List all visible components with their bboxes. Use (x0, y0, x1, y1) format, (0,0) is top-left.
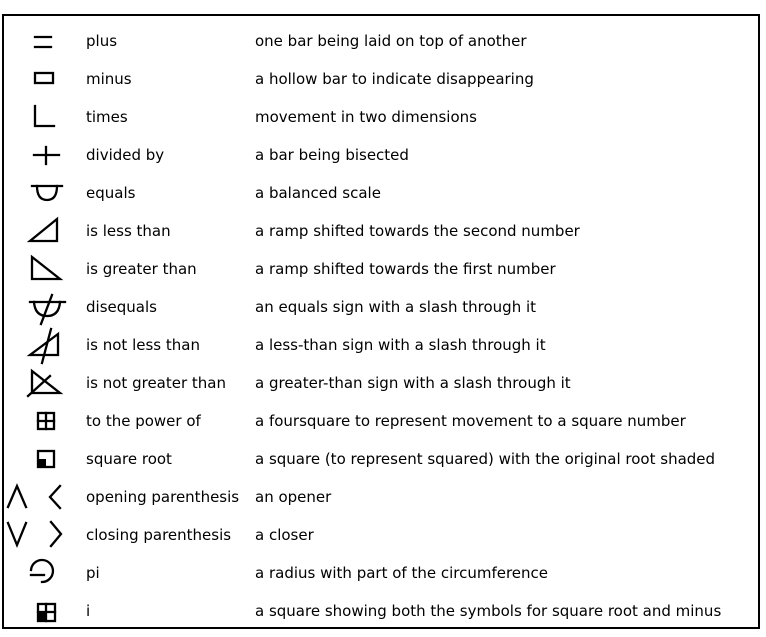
radius-arc-icon (4, 554, 84, 592)
symbol-description: a ramp shifted towards the second number (255, 222, 580, 240)
table-row (4, 60, 760, 98)
slashed-ramp-down-icon (4, 364, 84, 402)
symbol-name: divided by (86, 146, 165, 164)
table-row (4, 22, 760, 60)
balanced-scale-icon (4, 174, 84, 212)
ramp-up-icon (4, 212, 84, 250)
table-row (4, 516, 760, 554)
symbol-description: an opener (255, 488, 332, 506)
table-row (4, 136, 760, 174)
symbol-description: a greater-than sign with a slash through it (255, 374, 571, 392)
symbol-name: square root (86, 450, 172, 468)
table-row (4, 478, 760, 516)
closer-icon (4, 516, 84, 554)
symbol-name: is not greater than (86, 374, 226, 392)
symbol-name: equals (86, 184, 136, 202)
table-row (4, 288, 760, 326)
symbol-description: a less-than sign with a slash through it (255, 336, 546, 354)
symbol-description: a ramp shifted towards the first number (255, 260, 556, 278)
table-row (4, 554, 760, 592)
symbol-name: plus (86, 32, 118, 50)
symbol-description: a closer (255, 526, 314, 544)
symbol-name: opening parenthesis (86, 488, 240, 506)
foursquare-icon (4, 402, 84, 440)
shaded-square-icon (4, 440, 84, 478)
symbol-description: a hollow bar to indicate disappearing (255, 70, 534, 88)
symbol-name: disequals (86, 298, 157, 316)
table-row (4, 440, 760, 478)
symbol-name: is less than (86, 222, 171, 240)
symbol-description: a square (to represent squared) with the original root shaded (255, 450, 716, 468)
symbol-table (2, 14, 760, 629)
symbol-name: is greater than (86, 260, 197, 278)
slashed-ramp-up-icon (4, 326, 84, 364)
double-bar-icon (4, 22, 84, 60)
table-row (4, 212, 760, 250)
symbol-name: to the power of (86, 412, 201, 430)
table-row (4, 98, 760, 136)
table-row (4, 364, 760, 402)
symbol-description: a radius with part of the circumference (255, 564, 549, 582)
table-row (4, 326, 760, 364)
symbol-description: a bar being bisected (255, 146, 409, 164)
hollow-bar-icon (4, 60, 84, 98)
table-row (4, 402, 760, 440)
slashed-scale-icon (4, 288, 84, 326)
symbol-name: is not less than (86, 336, 200, 354)
symbol-description: a balanced scale (255, 184, 381, 202)
table-row (4, 592, 760, 630)
table-row (4, 250, 760, 288)
symbol-name: minus (86, 70, 132, 88)
ramp-down-icon (4, 250, 84, 288)
symbol-description: movement in two dimensions (255, 108, 477, 126)
corner-icon (4, 98, 84, 136)
symbol-name: times (86, 108, 128, 126)
symbol-description: one bar being laid on top of another (255, 32, 527, 50)
symbol-name: i (86, 602, 91, 620)
symbol-description: a square showing both the symbols for square root and minus (255, 602, 722, 620)
table-row (4, 174, 760, 212)
opener-icon (4, 478, 84, 516)
symbol-name: pi (86, 564, 100, 582)
bisected-bar-icon (4, 136, 84, 174)
symbol-name: closing parenthesis (86, 526, 232, 544)
symbol-description: a foursquare to represent movement to a square number (255, 412, 686, 430)
root-minus-square-icon (4, 592, 84, 630)
symbol-description: an equals sign with a slash through it (255, 298, 537, 316)
